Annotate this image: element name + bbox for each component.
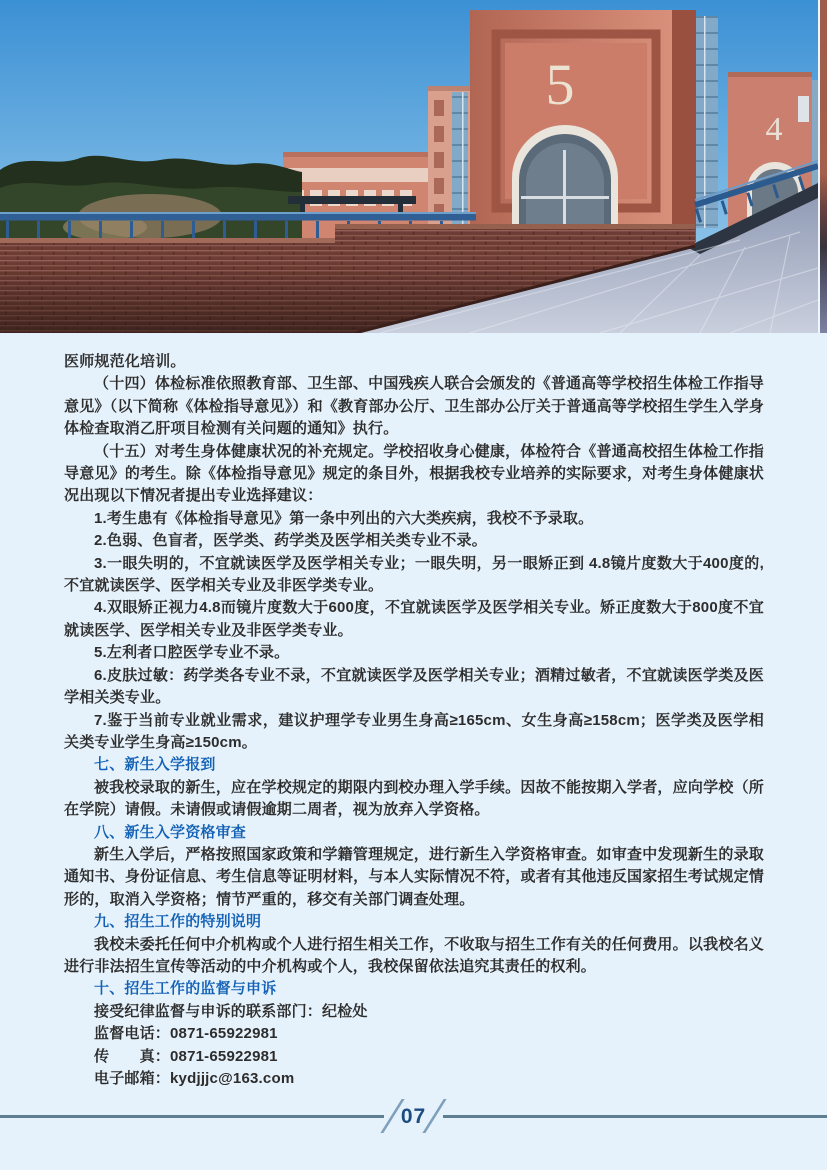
list-item: 1.考生患有《体检指导意见》第一条中列出的六大类疾病，我校不予录取。: [94, 509, 594, 527]
building-number-4: 4: [765, 111, 783, 148]
campus-photo: [0, 0, 827, 333]
section-heading-10: 十、招生工作的监督与申诉: [94, 980, 277, 998]
list-item: 5.左利者口腔医学专业不录。: [94, 644, 290, 662]
campus-photo-illustration: [0, 0, 818, 333]
section-heading-8: 八、新生入学资格审查: [94, 823, 247, 841]
paragraph: 我校未委托任何中介机构或个人进行招生相关工作，不收取与招生工作有关的任何费用。以我校名义进行非法招生宣传等活动的中介机构或个人，我校保留依法追究其责任的权利。: [64, 935, 764, 975]
building-5: [470, 10, 718, 242]
list-item: 4.双眼矫正视力4.8而镜片度数大于600度，不宜就读医学及医学相关专业。矫正度数大于800度不宜就读医学、医学相关专业及非医学类专业。: [64, 599, 764, 639]
contact-phone: 监督电话：0871-65922981: [94, 1025, 278, 1043]
building-number-5: 5: [545, 52, 575, 117]
section-heading-9: 九、招生工作的特别说明: [94, 913, 262, 931]
page-footer: [0, 1098, 827, 1134]
list-item: 2.色弱、色盲者，医学类、药学类及医学相关类专业不录。: [94, 532, 487, 550]
paragraph: （十五）对考生身体健康状况的补充规定。学校招收身心健康，体检符合《普通高校招生体检工作指导意见》的考生。除《体检指导意见》规定的条目外，根据我校专业培养的实际要求，对考生身体健康状况出现以下情况者提出专业选择建议：: [64, 442, 764, 505]
list-item: 6.皮肤过敏：药学类各专业不录，不宜就读医学及医学相关专业；酒精过敏者，不宜就读医学类及医学相关类专业。: [64, 666, 764, 707]
document-body: [64, 351, 764, 1090]
contact-department: 接受纪律监督与申诉的联系部门：纪检处: [94, 1002, 368, 1020]
photo-edge-sliver: [820, 0, 827, 333]
section-heading-7: 七、新生入学报到: [94, 756, 216, 774]
list-item: 7.鉴于当前专业就业需求，建议护理学专业男生身高≥165cm、女生身高≥158cm；医学类及医学相关类专业学生身高≥150cm。: [64, 711, 764, 751]
footer-rule-right: [443, 1115, 827, 1118]
paragraph: 新生入学后，严格按照国家政策和学籍管理规定，进行新生入学资格审查。如审查中发现新生的录取通知书、身份证信息、考生信息等证明材料，与本人实际情况不符，或者有其他违反国家招生考试规定情形的，取消入学资格；情节严重的，移交有关部门调查处理。: [64, 845, 764, 908]
contact-email: 电子邮箱：kydjjjc@163.com: [94, 1070, 295, 1087]
footer-rule-left: [0, 1115, 384, 1118]
contact-fax: 传 真：0871-65922981: [94, 1047, 278, 1065]
paragraph: 医师规范化培训。: [64, 353, 186, 370]
list-item: 3.一眼失明的，不宜就读医学及医学相关专业；一眼失明，另一眼矫正到 4.8镜片度数大于400度的,不宜就读医学、医学相关专业及非医学类专业。: [64, 554, 764, 595]
paragraph: （十四）体检标准依照教育部、卫生部、中国残疾人联合会颁发的《普通高等学校招生体检工作指导意见》（以下简称《体检指导意见》）和《教育部办公厅、卫生部办公厅关于普通高等学校招生学生入学身体检查取消乙肝项目检测有关问题的通知》执行。: [64, 375, 764, 438]
paragraph: 被我校录取的新生，应在学校规定的期限内到校办理入学手续。因故不能按期入学者，应向学校（所在学院）请假。未请假或请假逾期二周者，视为放弃入学资格。: [64, 778, 764, 819]
page-number: 07: [400, 1104, 427, 1128]
